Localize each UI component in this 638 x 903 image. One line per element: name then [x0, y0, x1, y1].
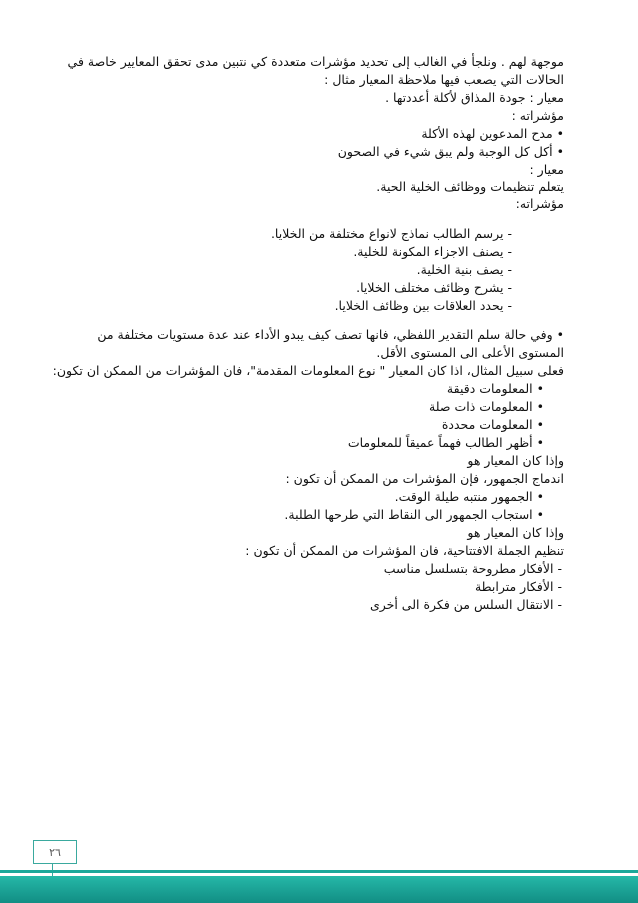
- bullet-item: • استجاب الجمهور الى النقاط التي طرحها الطلبة.: [284, 507, 544, 522]
- paragraph-line: تنظيم الجملة الافتتاحية، فان المؤشرات من الممكن أن تكون :: [245, 543, 564, 558]
- paragraph-line: وإذا كان المعيار هو: [467, 453, 564, 468]
- dash-item: - يرسم الطالب نماذج لانواع مختلفة من الخلايا.: [270, 226, 512, 241]
- dash-item: - الأفكار مترابطة: [474, 579, 562, 594]
- criterion-line: يتعلم تنظيمات ووظائف الخلية الحية.: [376, 179, 564, 194]
- paragraph-line: فعلى سبيل المثال، اذا كان المعيار " نوع المعلومات المقدمة"، فان المؤشرات من الممكن ان تكون:: [52, 363, 564, 378]
- bullet-item: • أكل كل الوجبة ولم يبق شيء في الصحون: [337, 144, 564, 159]
- footer-band: [0, 876, 638, 903]
- page-number-box: [33, 840, 77, 864]
- bullet-item: • مدح المدعوين لهذه الأكلة: [421, 126, 564, 141]
- bullet-item: • المعلومات محددة: [441, 417, 544, 432]
- bullet-item: • الجمهور منتبه طيلة الوقت.: [394, 489, 544, 504]
- indicators-heading: مؤشراته :: [511, 108, 564, 123]
- bullet-item: • المعلومات دقيقة: [446, 381, 544, 396]
- page-number: ٢٦: [49, 845, 61, 859]
- dash-item: - يشرح وظائف مختلف الخلايا.: [356, 280, 512, 295]
- bullet-item: • أظهر الطالب فهماً عميقاً للمعلومات: [347, 435, 544, 450]
- dash-item: - الانتقال السلس من فكرة الى أخرى: [369, 597, 562, 612]
- paragraph-line: وإذا كان المعيار هو: [467, 525, 564, 540]
- dash-item: - يصنف الاجزاء المكونة للخلية.: [353, 244, 512, 259]
- criterion-line: معيار : جودة المذاق لأكلة أعددتها .: [385, 90, 564, 105]
- criterion-heading: معيار :: [529, 162, 564, 177]
- dash-item: - يصف بنية الخلية.: [416, 262, 512, 277]
- indicators-heading: مؤشراته:: [515, 196, 564, 211]
- paragraph-line: المستوى الأعلى الى المستوى الأقل.: [376, 345, 564, 360]
- footer-rule: [0, 870, 638, 873]
- dash-item: - الأفكار مطروحة بتسلسل مناسب: [383, 561, 562, 576]
- paragraph-line: اندماج الجمهور، فإن المؤشرات من الممكن أن تكون :: [285, 471, 564, 486]
- paragraph-line: الحالات التي يصعب فيها ملاحظة المعيار مثال :: [324, 72, 564, 87]
- dash-item: - يحدد العلاقات بين وظائف الخلايا.: [334, 298, 512, 313]
- bullet-paragraph: • وفي حالة سلم التقدير اللفظي، فانها تصف كيف يبدو الأداء عند عدة مستويات مختلفة من: [97, 327, 564, 342]
- paragraph-line: موجهة لهم . ونلجأ في الغالب إلى تحديد مؤشرات متعددة كي نتبين مدى تحقق المعايير خاصة في: [67, 54, 564, 69]
- bullet-item: • المعلومات ذات صلة: [429, 399, 544, 414]
